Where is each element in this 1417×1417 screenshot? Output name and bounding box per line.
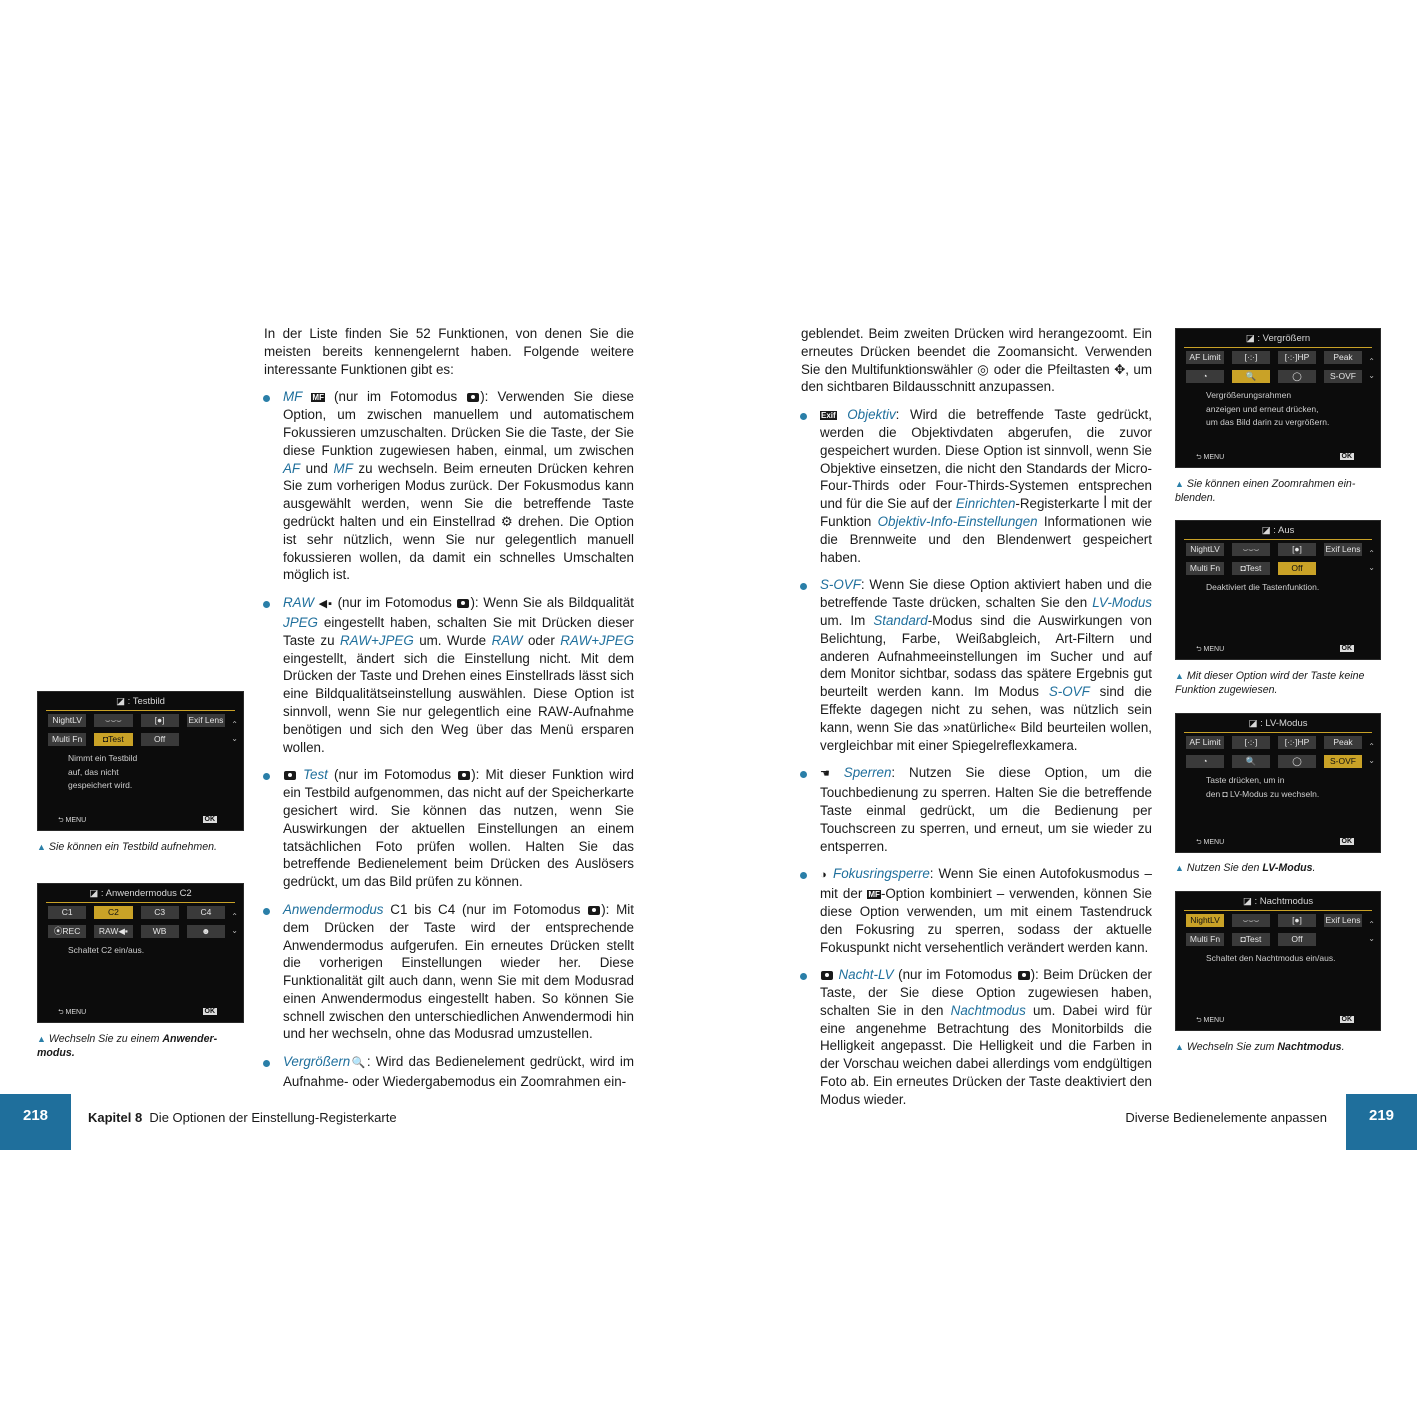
function-option: AF Limit [1186,736,1224,749]
function-option: S-OVF [1324,370,1362,383]
function-option: Multi Fn [1186,933,1224,946]
scroll-arrows-icon: ⌃ ⌄ [1368,920,1375,943]
page-number-right: 219 [1346,1094,1417,1150]
screen-title: ◪ : Anwendermodus C2 [89,888,192,899]
caption-triangle-icon: ▲ [1175,671,1184,681]
scroll-arrows-icon: ⌃ ⌄ [231,720,238,743]
function-option: Exif Lens [1325,915,1361,925]
figure-caption: ▲ Nutzen Sie den LV-Modus. [1175,862,1316,874]
function-option: NightLV [48,714,86,727]
function-option: NightLV [1186,543,1224,556]
menu-back-icon: ⮌ MENU [58,817,87,824]
footer-right: Diverse Bedienelemente anpassen [1125,1110,1327,1125]
exif-icon: Exif [821,411,836,421]
list-item: RAW ◀▪ (nur im Fotomodus ): Wenn Sie als Bildqualität JPEG eingestellt haben, schalten Sie mit Drücken dieser Taste zu RAW+JPEG um. Wurde RAW oder RAW+JPEG eingestellt, ändert sich die Einstellung nicht. Mit dem Drücken der Taste und Drehen eines Einstellrads lässt sich eine Bildqualitätseinstellung auswählen. Diese Option ist sinnvoll, wenn Sie nur gelegentlich eine RAW-Aufnahme benötigen und sich den Weg über das Menü ersparen wollen. [264,594,634,756]
function-grid [48,906,225,938]
mf-icon: MF [312,393,324,403]
function-option: [·:·] [1232,351,1270,364]
screen-title: ◪ : Aus [1261,525,1295,536]
function-option: [·:·]HP [1278,351,1316,364]
function-option: Exif Lens [1325,544,1361,554]
function-option: WB [141,925,179,938]
caption-triangle-icon: ▲ [37,842,46,852]
function-option: C2 [94,906,132,919]
camera-screen [1175,891,1381,1031]
list-item: ☚ Sperren: Nutzen Sie diese Option, um die Touchbedienung zu sperren. Halten Sie die betreffende Taste einmal gedrückt, um die Bedienung per Touchscreen zu sperren, und erneut, um sie wieder zu entsperren. [801,764,1152,855]
list-item: ◑ Fokusringsperre: Wenn Sie einen Autofokusmodus – mit der MF-Option kombiniert – verwenden, können Sie diese Option verwenden, um mit einem Tastendruck den Fokusring zu sperren, sodass der aktuelle Fokuspunkt nicht versehentlich verändert werden kann. [801,865,1152,956]
function-option: ☻ [187,925,225,938]
function-grid [1186,736,1362,768]
function-option: C4 [187,906,225,919]
scroll-arrows-icon: ⌃ ⌄ [1368,357,1375,380]
camera-screen [1175,713,1381,853]
menu-back-icon: ⮌ MENU [1196,454,1225,461]
function-option: Exif Lens [188,715,224,725]
function-grid [1186,351,1362,383]
screen-title: ◪ : LV-Modus [1248,718,1308,729]
function-option: Peak [1324,736,1362,749]
camera-icon [821,971,833,980]
screen-footer [1176,453,1380,463]
figure-caption: ▲ Sie können einen Zoomrahmen ein- blenden. [1175,478,1356,504]
function-option: NightLV [1186,914,1224,927]
screen-divider [1184,539,1372,540]
raw-icon: ◀▪ [318,598,333,611]
camera-screen [1175,520,1381,660]
function-grid [1186,914,1362,946]
menu-back-icon: ⮌ MENU [1196,1017,1225,1024]
screen-description: Vergrößerungsrahmen anzeigen und erneut drücken, um das Bild darin zu vergrößern. [1206,390,1330,427]
ok-icon: OK [1341,453,1352,460]
function-option: ◘Test [94,733,132,746]
function-option: [●] [141,714,179,727]
function-option: ⦿REC [48,925,86,938]
function-option: ⌣⌣⌣ [94,714,132,727]
chapter-title: Die Optionen der Einstellung-Registerkarte [149,1110,397,1125]
right-text-column [801,325,1152,1119]
screen-divider [46,902,235,903]
ok-icon: OK [1341,645,1352,652]
ok-icon: OK [204,816,215,823]
camera-icon [458,771,470,780]
function-option: [·:·] [1232,736,1270,749]
function-option: Off [141,733,179,746]
scroll-arrows-icon: ⌃ ⌄ [231,912,238,935]
function-option: S-OVF [1324,755,1362,768]
screen-title: ◪ : Nachtmodus [1242,896,1314,907]
continuation-paragraph: geblendet. Beim zweiten Drücken wird herangezoomt. Ein erneutes Drücken beendet die Zoomansicht. Verwenden Sie den Multifunktionswähler ◎ oder die Pfeiltasten ✥, um den sichtbaren Bildausschnitt anzupassen. [801,326,1152,395]
camera-icon [457,599,469,608]
function-option: 🔍 [1232,370,1270,383]
camera-screen [37,691,244,831]
magnifier-icon: 🔍 [350,1057,367,1070]
screen-footer [1176,645,1380,655]
scroll-arrows-icon: ⌃ ⌄ [1368,549,1375,572]
figure-caption: ▲ Wechseln Sie zu einem Anwender- modus. [37,1033,218,1059]
list-item: Nacht-LV (nur im Fotomodus ): Beim Drücken der Taste, der Sie diese Option zugewiesen haben, schalten Sie in den Nachtmodus um. Dabei wird für eine angenehme Betrachtung des Monitorbilds die Helligkeit angepasst. Die Helligkeit und die Farben in der Vorschau weichen dabei allerdings vom endgültigen Foto ab. Ein erneutes Drücken der Taste deaktiviert den Modus wieder. [801,966,1152,1108]
camera-icon [284,771,296,780]
function-option: 🔍 [1232,755,1270,768]
screen-footer [1176,1016,1380,1026]
function-option: Multi Fn [1186,562,1224,575]
list-item: S-OVF: Wenn Sie diese Option aktiviert haben und die betreffende Taste drücken, schalten Sie den LV-Modus um. Im Standard-Modus sind die Auswirkungen von Belichtung, Farbe, Weißabgleich, Art-Filtern und anderen Aufnahmeeinstellungen im Sucher und auf dem Monitor sichtbar, sodass das spätere Ergebnis gut beurteilt werden kann. Im Modus S-OVF sind die Effekte dagegen nicht zu sehen, was nützlich sein kann, wenn Sie das »natürliche« Bild beurteilen wollen, vergleichbar mit einer Spiegelreflexkamera. [801,576,1152,754]
function-option: Off [1278,562,1316,575]
footer-left [88,1110,397,1125]
list-item: Anwendermodus C1 bis C4 (nur im Fotomodus ): Mit dem Drücken der Taste wird der entsprechende Anwendermodus aufgerufen. Ein erneutes Drücken stellt die vorherigen Einstellungen wieder her. Diese Funktionalität gilt auch dann, wenn Sie mit dem Modusrad einen Anwendermodus eingestellt haben. So können Sie schnell zwischen den unterschiedlichen Anwendermodi hin und her wechseln, ohne das Modusrad umzustellen. [264,901,634,1043]
function-option: Multi Fn [48,733,86,746]
figure-caption: ▲ Wechseln Sie zum Nachtmodus. [1175,1041,1345,1053]
function-option: ⌣⌣⌣ [1232,914,1270,927]
function-option: C3 [141,906,179,919]
camera-screen [37,883,244,1023]
function-option: [·:·]HP [1278,736,1316,749]
figure-caption: ▲ Mit dieser Option wird der Taste keine Funktion zugewiesen. [1175,670,1365,696]
chapter-label: Kapitel 8 [88,1110,143,1125]
screen-footer [1176,838,1380,848]
caption-triangle-icon: ▲ [1175,863,1184,873]
function-grid [48,714,225,746]
ok-icon: OK [1341,838,1352,845]
menu-back-icon: ⮌ MENU [1196,839,1225,846]
screen-divider [1184,910,1372,911]
camera-icon [588,906,600,915]
menu-back-icon: ⮌ MENU [58,1009,87,1016]
screen-divider [46,710,235,711]
screen-description: Schaltet C2 ein/aus. [68,945,145,955]
function-option: ◯ [1278,370,1316,383]
screen-description: Deaktiviert die Tastenfunktion. [1206,582,1320,592]
screen-description: Taste drücken, um in den ◘ LV-Modus zu wechseln. [1206,775,1320,799]
function-option [1324,933,1362,946]
camera-icon [1018,971,1030,980]
list-item: Test (nur im Fotomodus ): Mit dieser Funktion wird ein Testbild aufgenommen, das nicht auf der Speicherkarte gesichert wird. Sie können das nutzen, wenn Sie Auswirkungen der aktuellen Einstellungen an einem tatsächlichen Foto prüfen wollen. Halten Sie das betreffende Bedienelement beim Drücken des Auslösers gedrückt, um das Bild prüfen zu können. [264,766,634,891]
scroll-arrows-icon: ⌃ ⌄ [1368,742,1375,765]
touch-lock-icon: ☚ [820,768,830,781]
screen-divider [1184,347,1372,348]
intro-paragraph: In der Liste finden Sie 52 Funktionen, von denen Sie die meisten bereits kennengelernt haben. Folgende weitere interessante Funktionen gibt es: [264,326,634,377]
menu-back-icon: ⮌ MENU [1196,646,1225,653]
screen-footer [38,816,243,826]
camera-screen [1175,328,1381,468]
function-option [1324,562,1362,575]
figure-caption: ▲ Sie können ein Testbild aufnehmen. [37,841,217,853]
screen-footer [38,1008,243,1018]
function-grid [1186,543,1362,575]
list-item: MF MF (nur im Fotomodus ): Verwenden Sie diese Option, um zwischen manuellem und automatischem Fokussieren umzuschalten. Drücken Sie die Taste, der Sie diese Funktion zugewiesen haben, einmal, um zwischen AF und MF zu wechseln. Beim erneuten Drücken kehren Sie zum vorherigen Modus zurück. Der Fokusmodus kann ausgewählt werden, wenn Sie die betreffende Taste gedrückt halten und ein Einstellrad ⚙ drehen. Die Option ist sehr nützlich, wenn Sie nur gelegentlich manuell fokussieren wollen, da damit ein schnelles Umschalten möglich ist. [264,388,634,584]
function-option: Peak [1324,351,1362,364]
ok-icon: OK [1341,1016,1352,1023]
function-option: [●] [1278,914,1316,927]
function-option: [●] [1278,543,1316,556]
camera-icon [467,393,479,402]
screen-divider [1184,732,1372,733]
function-option: ◯ [1278,755,1316,768]
screen-description: Nimmt ein Testbild auf, das nicht gespeichert wird. [68,753,138,790]
function-option: ◘Test [1232,562,1270,575]
ok-icon: OK [204,1008,215,1015]
screen-title: ◪ : Testbild [116,696,165,707]
function-option: RAW◀▪ [94,925,132,938]
function-option: ◘Test [1232,933,1270,946]
function-option: ◔ [1186,755,1224,768]
list-item: Exif Objektiv: Wird die betreffende Taste gedrückt, werden die Objektivdaten abgerufen, die zuvor gespeichert wurden. Diese Option ist sinnvoll, wenn Sie Objektive einsetzen, die nicht den Standards der Micro-Four-Thirds oder Four-Thirds-Systemen entsprechen und für die Sie auf der Einrichten-Registerkarte ꟾ mit der Funktion Objektiv-Info-Einstellungen Informationen wie die Brennweite und den Blendenwert gespeichert haben. [801,406,1152,566]
caption-triangle-icon: ▲ [37,1034,46,1044]
screen-title: ◪ : Vergrößern [1245,333,1311,344]
function-option: Off [1278,933,1316,946]
function-option: C1 [48,906,86,919]
page-number-left: 218 [0,1094,71,1150]
focus-ring-icon: ◑ [820,869,828,882]
mf-icon: MF [868,890,880,900]
list-item: Vergrößern🔍: Wird das Bedienelement gedrückt, wird im Aufnahme- oder Wiedergabemodus ein Zoomrahmen ein- [264,1053,634,1091]
caption-triangle-icon: ▲ [1175,479,1184,489]
function-option: ◔ [1186,370,1224,383]
screen-description: Schaltet den Nachtmodus ein/aus. [1206,953,1336,963]
function-option: ⌣⌣⌣ [1232,543,1270,556]
function-option [187,733,225,746]
function-option: AF Limit [1186,351,1224,364]
caption-triangle-icon: ▲ [1175,1042,1184,1052]
left-text-column [264,325,634,1101]
